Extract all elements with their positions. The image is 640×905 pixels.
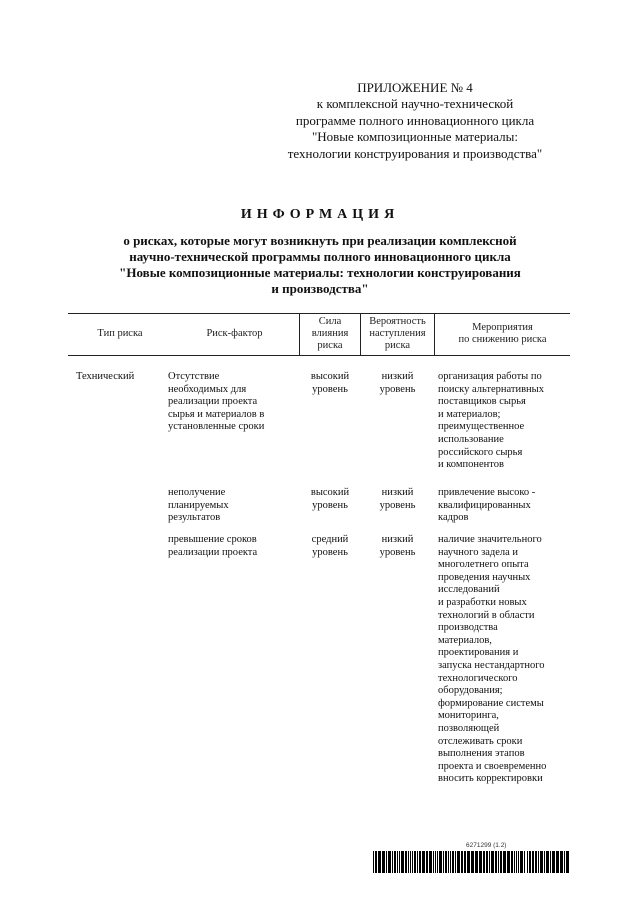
row3-measures-line: проектирования и — [438, 647, 519, 659]
barcode-bar — [520, 851, 523, 873]
barcode-bar — [412, 851, 413, 873]
barcode-bar — [514, 851, 515, 873]
barcode-bar — [426, 851, 428, 873]
barcode-bar — [408, 851, 409, 873]
row1-probability-line: низкий — [381, 371, 414, 382]
barcode-bar — [556, 851, 559, 873]
barcode-bar — [375, 851, 377, 873]
barcode-bar — [445, 851, 447, 873]
row1-measures-line: использование — [438, 433, 504, 445]
row3-measures-line: наличие значительного — [438, 534, 542, 545]
row3-impact-line: средний — [311, 534, 349, 545]
row3-measures-line: позволяющей — [438, 722, 500, 734]
barcode-bar — [495, 851, 497, 873]
row3-measures-line: материалов, — [438, 634, 492, 646]
row3-risk-factor — [168, 534, 257, 559]
header-impact — [300, 316, 360, 352]
row3-measures-line: исследований — [438, 584, 500, 596]
row3-measures-line: технологий в области — [438, 609, 535, 621]
barcode-bar — [378, 851, 381, 873]
table-header-rule — [68, 355, 570, 356]
row1-probability-line: уровень — [379, 383, 416, 395]
row2-impact-line: уровень — [312, 499, 348, 511]
barcode-bar — [394, 851, 396, 873]
row3-measures — [438, 534, 546, 786]
row3-measures-line: мониторинга, — [438, 710, 499, 722]
barcode-bar — [401, 851, 404, 873]
barcode-bar — [507, 851, 510, 873]
subheading-line: научно-технической программы полного инновационного цикла — [129, 249, 511, 264]
row1-measures-line: преимущественное — [438, 421, 525, 433]
barcode-bar — [560, 851, 563, 873]
row2-measures-line: привлечение высоко - — [438, 487, 536, 498]
barcode-bar — [491, 851, 494, 873]
barcode-bar — [511, 851, 513, 873]
row2-risk-factor-line: результатов — [168, 512, 221, 524]
subheading-line: о рисках, которые могут возникнуть при реализации комплексной — [123, 233, 517, 248]
row3-measures-line: научного задела и — [438, 546, 519, 558]
row3-probability-line: низкий — [381, 534, 414, 545]
row1-risk-factor-line: необходимых для — [168, 383, 247, 395]
barcode-bar — [544, 851, 545, 873]
barcode-bar — [535, 851, 537, 873]
barcode-bar — [479, 851, 482, 873]
header-probability-line: наступления — [369, 328, 426, 339]
barcode-bar — [397, 851, 398, 873]
barcode-bar — [564, 851, 565, 873]
barcode-bar — [382, 851, 385, 873]
row2-measures — [438, 487, 535, 525]
barcode-bar — [498, 851, 499, 873]
barcode-bar — [532, 851, 534, 873]
barcode-bar — [410, 851, 411, 873]
header-probability — [361, 316, 434, 352]
barcode-bar — [392, 851, 393, 873]
row2-probability-line: уровень — [379, 499, 416, 511]
row3-measures-line: многолетнего опыта — [438, 559, 529, 571]
barcode-bar — [388, 851, 391, 873]
row3-measures-line: отслеживать сроки — [438, 735, 523, 747]
barcode-bar — [422, 851, 425, 873]
row1-impact — [300, 371, 360, 396]
table-top-rule — [68, 313, 570, 314]
barcode-bar — [437, 851, 438, 873]
annex-line: программе полного инновационного цикла — [295, 112, 535, 128]
barcode-label: 6271299 (1.2) — [466, 842, 507, 849]
row2-risk-factor-line: неполучение — [168, 487, 226, 498]
barcode-bar — [566, 851, 569, 873]
row1-risk-factor — [168, 371, 264, 434]
header-probability-line: Вероятность — [369, 316, 426, 327]
row3-measures-line: проекта и своевременно — [438, 760, 547, 772]
barcode-bar — [527, 851, 528, 873]
row1-impact-line: уровень — [312, 383, 348, 395]
barcode-bar — [550, 851, 551, 873]
row2-impact-line: высокий — [310, 487, 350, 498]
header-risk-type: Тип риска — [97, 328, 143, 339]
barcode-bar — [540, 851, 543, 873]
barcode-bar — [489, 851, 490, 873]
row3-measures-line: выполнения этапов — [438, 748, 525, 760]
header-impact-line: риска — [317, 340, 343, 351]
row3-measures-line: запуска нестандартного — [438, 659, 545, 671]
barcode-bar — [417, 851, 418, 873]
row2-measures-line: квалифицированных — [438, 499, 531, 511]
header-measures — [435, 322, 570, 346]
header-measures-line: по снижению риска — [458, 334, 547, 345]
barcode-bar — [464, 851, 466, 873]
row3-risk-factor-line: превышение сроков — [168, 534, 257, 545]
row3-probability-line: уровень — [379, 546, 416, 558]
barcode-bar — [552, 851, 555, 873]
row3-probability — [361, 534, 434, 559]
barcode-bar — [373, 851, 374, 873]
row2-measures-line: кадров — [438, 512, 469, 524]
row1-measures — [438, 371, 544, 472]
barcode — [373, 851, 569, 873]
row3-measures-line: производства — [438, 622, 498, 634]
row1-risk-factor-line: установленные сроки — [168, 421, 265, 433]
row1-measures-line: поставщиков сырья — [438, 396, 526, 408]
header-measures-line: Мероприятия — [472, 322, 533, 333]
barcode-bar — [500, 851, 502, 873]
barcode-bar — [486, 851, 488, 873]
barcode-bar — [461, 851, 463, 873]
row1-risk-factor-line: реализации проекта — [168, 396, 258, 408]
row1-risk-factor-line: Отсутствие — [168, 371, 220, 382]
row1-measures-line: и компонентов — [438, 459, 504, 471]
header-impact-line: влияния — [311, 328, 349, 339]
barcode-bar — [524, 851, 525, 873]
barcode-bar — [450, 851, 451, 873]
row1-risk-factor-line: сырья и материалов в — [168, 408, 265, 420]
row3-measures-line: и разработки новых — [438, 596, 527, 608]
row2-impact — [300, 487, 360, 512]
barcode-bar — [516, 851, 517, 873]
barcode-bar — [471, 851, 474, 873]
row2-risk-factor — [168, 487, 229, 525]
row1-measures-line: российского сырья — [438, 446, 523, 458]
barcode-bar — [518, 851, 519, 873]
document-heading: ИНФОРМАЦИЯ — [240, 207, 400, 222]
row3-impact-line: уровень — [312, 546, 348, 558]
barcode-bar — [455, 851, 456, 873]
subheading-line: "Новые композиционные материалы: технологии конструирования — [119, 265, 521, 280]
row3-measures-line: вносить корректировки — [438, 773, 543, 785]
annex-title: ПРИЛОЖЕНИЕ № 4 — [357, 80, 473, 95]
row1-measures-line: и материалов; — [438, 408, 501, 420]
row1-impact-line: высокий — [310, 371, 350, 382]
annex-line: к комплексной научно-технической — [316, 96, 514, 112]
barcode-bar — [435, 851, 436, 873]
barcode-bar — [429, 851, 432, 873]
barcode-bar — [483, 851, 485, 873]
row3-measures-line: формирование системы — [438, 697, 544, 709]
row3-measures-line: технологического — [438, 672, 518, 684]
header-impact-line: Сила — [318, 316, 342, 327]
document-subheading — [60, 233, 580, 297]
barcode-bar — [467, 851, 470, 873]
barcode-bar — [414, 851, 416, 873]
barcode-bar — [448, 851, 449, 873]
row1-measures-line: организация работы по — [438, 371, 542, 382]
row3-risk-factor-line: реализации проекта — [168, 546, 258, 558]
row2-probability — [361, 487, 434, 512]
annex-header — [250, 80, 580, 162]
subheading-line: и производства" — [271, 281, 369, 296]
annex-line: технологии конструирования и производства" — [287, 145, 543, 161]
barcode-bar — [475, 851, 478, 873]
barcode-bar — [452, 851, 454, 873]
annex-line: "Новые композиционные материалы: — [311, 129, 519, 145]
barcode-bar — [433, 851, 434, 873]
header-probability-line: риска — [384, 340, 411, 351]
row1-risk-type: Технический — [76, 371, 135, 382]
barcode-bar — [443, 851, 444, 873]
header-risk-factor: Риск-фактор — [206, 328, 263, 339]
barcode-bar — [503, 851, 506, 873]
barcode-bar — [439, 851, 442, 873]
barcode-bar — [405, 851, 407, 873]
row2-risk-factor-line: планируемых — [168, 499, 229, 511]
row2-probability-line: низкий — [381, 487, 414, 498]
barcode-bar — [538, 851, 539, 873]
row3-measures-line: оборудования; — [438, 685, 503, 697]
barcode-bar — [457, 851, 460, 873]
row1-probability — [361, 371, 434, 396]
barcode-bar — [399, 851, 400, 873]
row1-measures-line: поиску альтернативных — [438, 383, 544, 395]
row3-measures-line: проведения научных — [438, 571, 531, 583]
barcode-bar — [529, 851, 531, 873]
barcode-bar — [546, 851, 549, 873]
barcode-bar — [386, 851, 387, 873]
barcode-bar — [419, 851, 421, 873]
row3-impact — [300, 534, 360, 559]
